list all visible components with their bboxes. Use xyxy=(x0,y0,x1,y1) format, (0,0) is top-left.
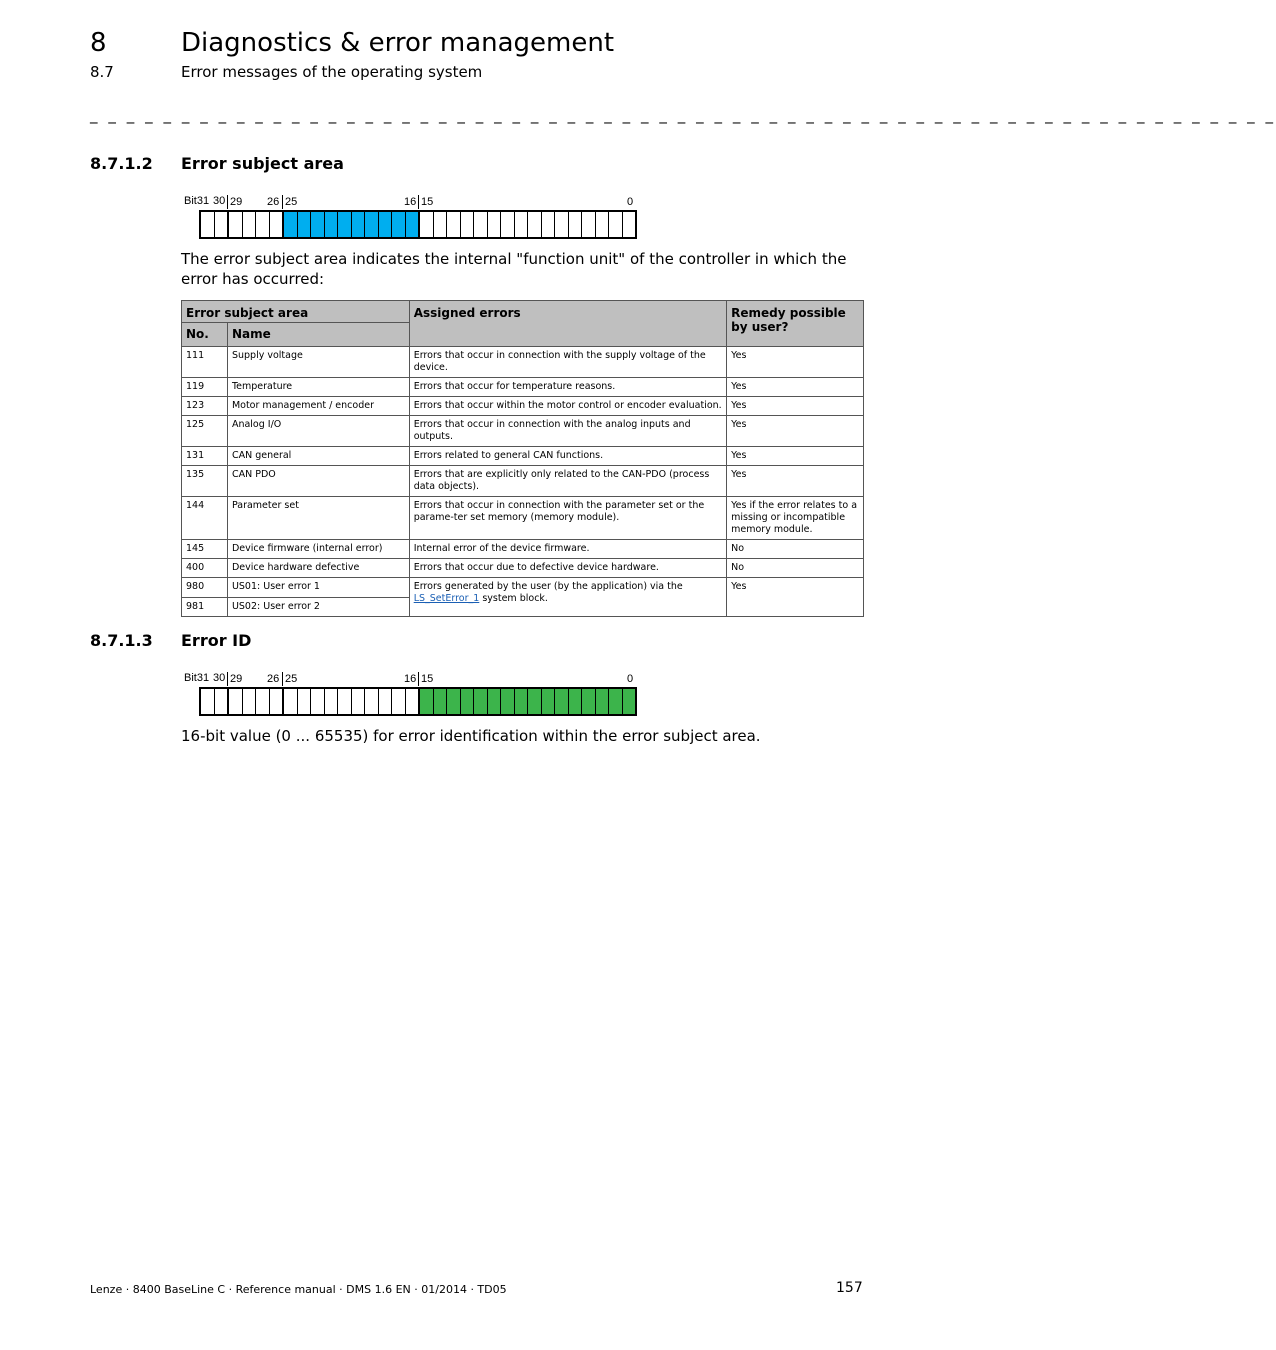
table-row xyxy=(182,559,864,578)
cell-remedy: Yes if the error relates to a missing or incompatible memory module. xyxy=(727,497,864,540)
section-number: 8.7 xyxy=(90,63,114,81)
cell-no: 144 xyxy=(182,497,228,540)
cell-name: Motor management / encoder xyxy=(227,397,409,416)
bit-label-16: 16 xyxy=(404,673,417,685)
table-row xyxy=(182,447,864,466)
bit-label-29: 29 xyxy=(230,196,243,208)
bit-label-26: 26 xyxy=(267,196,280,208)
cell-no: 111 xyxy=(182,347,228,378)
bit-cell xyxy=(227,212,242,237)
bit-cell xyxy=(622,689,636,714)
id-description: 16-bit value (0 ... 65535) for error identification within the error subject area. xyxy=(181,727,761,745)
bit-cell xyxy=(324,689,338,714)
bit-cell xyxy=(541,689,555,714)
bit-cell xyxy=(310,212,324,237)
bit-cell xyxy=(433,212,447,237)
cell-assigned: Errors that occur in connection with the parameter set or the parame-ter set memory (memory module). xyxy=(409,497,726,540)
section-title: Error messages of the operating system xyxy=(181,63,483,81)
bit-cell xyxy=(351,212,365,237)
bit-cell xyxy=(201,689,214,714)
bit-separator xyxy=(282,672,283,686)
bit-cell xyxy=(227,689,242,714)
cell-no: 980 xyxy=(182,578,228,598)
table-row xyxy=(182,378,864,397)
cell-assigned: Errors that occur within the motor control or encoder evaluation. xyxy=(409,397,726,416)
cell-no: 125 xyxy=(182,416,228,447)
bit-cell xyxy=(460,689,474,714)
bit-label-25: 25 xyxy=(285,673,298,685)
subsection-title: Error subject area xyxy=(181,154,344,173)
bit-cell xyxy=(364,212,378,237)
bit-cell xyxy=(242,212,256,237)
cell-no: 400 xyxy=(182,559,228,578)
cell-assigned: Errors that occur for temperature reasons. xyxy=(409,378,726,397)
header-remedy: Remedy possible by user? xyxy=(727,301,864,347)
bit-cell xyxy=(487,212,501,237)
cell-assigned: Errors that occur due to defective device hardware. xyxy=(409,559,726,578)
bit-separator xyxy=(418,195,419,209)
bit-separator xyxy=(227,672,228,686)
chapter-number: 8 xyxy=(90,28,107,58)
bit-diagram-id xyxy=(0,660,954,720)
bit-cell xyxy=(418,212,433,237)
cell-assigned: Errors that occur in connection with the analog inputs and outputs. xyxy=(409,416,726,447)
table-row xyxy=(182,347,864,378)
bit-cell xyxy=(500,689,514,714)
bit-cell xyxy=(554,212,568,237)
bit-cell xyxy=(527,689,541,714)
bit-label-26: 26 xyxy=(267,673,280,685)
bit-cell xyxy=(608,689,622,714)
cell-name: US01: User error 1 xyxy=(227,578,409,598)
subsection-number: 8.7.1.2 xyxy=(90,154,153,173)
cell-assigned: Errors that occur in connection with the supply voltage of the device. xyxy=(409,347,726,378)
bit-cell xyxy=(255,689,269,714)
bit-cell xyxy=(446,689,460,714)
cell-assigned xyxy=(409,578,726,617)
bit-cell xyxy=(364,689,378,714)
bit-cell xyxy=(527,212,541,237)
table-row xyxy=(182,397,864,416)
bit-label-0: 0 xyxy=(627,673,634,685)
bit-label-30: 30 xyxy=(213,672,226,684)
header-divider: _ _ _ _ _ _ _ _ _ _ _ _ _ _ _ _ _ _ _ _ _ _ _ _ _ _ _ _ _ _ _ _ _ _ _ _ _ _ _ _ _ _ _ _ _ _ _ _ _ _ _ _ _ _ _ _ _ _ _ _ _ _ _ _ _ xyxy=(90,106,1276,124)
footer-document-info: Lenze · 8400 BaseLine C · Reference manual · DMS 1.6 EN · 01/2014 · TD05 xyxy=(90,1283,507,1296)
bit-cell xyxy=(214,689,228,714)
bit-cell xyxy=(242,689,256,714)
bit-cell xyxy=(500,212,514,237)
bit-label-29: 29 xyxy=(230,673,243,685)
bit-label-31: Bit31 xyxy=(184,672,210,684)
bit-cell xyxy=(391,212,405,237)
bit-cell xyxy=(581,689,595,714)
cell-name: CAN general xyxy=(227,447,409,466)
cell-name: Analog I/O xyxy=(227,416,409,447)
register-32bit-subject xyxy=(199,210,637,239)
bit-separator xyxy=(282,195,283,209)
bit-cell xyxy=(595,689,609,714)
bit-cell xyxy=(378,212,392,237)
cell-remedy: Yes xyxy=(727,378,864,397)
subsection-number: 8.7.1.3 xyxy=(90,631,153,650)
bit-cell xyxy=(473,689,487,714)
bit-cell xyxy=(255,212,269,237)
bit-cell xyxy=(269,212,283,237)
bit-cell xyxy=(568,689,582,714)
error-subject-table xyxy=(181,300,864,617)
cell-remedy: Yes xyxy=(727,466,864,497)
bit-cell xyxy=(418,689,433,714)
bit-cell xyxy=(460,212,474,237)
cell-name: US02: User error 2 xyxy=(227,597,409,617)
cell-assigned: Errors that are explicitly only related to the CAN-PDO (process data objects). xyxy=(409,466,726,497)
header-error-subject-area: Error subject area xyxy=(182,301,410,323)
bit-cell xyxy=(351,689,365,714)
cell-remedy: Yes xyxy=(727,347,864,378)
cell-name: Supply voltage xyxy=(227,347,409,378)
table-row xyxy=(182,497,864,540)
cell-name: Device hardware defective xyxy=(227,559,409,578)
bit-label-30: 30 xyxy=(213,195,226,207)
cell-assigned: Internal error of the device firmware. xyxy=(409,540,726,559)
cell-no: 119 xyxy=(182,378,228,397)
bit-label-25: 25 xyxy=(285,196,298,208)
bit-cell xyxy=(337,689,351,714)
assigned-suffix: system block. xyxy=(482,593,548,604)
cell-remedy: Yes xyxy=(727,416,864,447)
table-row xyxy=(182,578,864,598)
bit-cell xyxy=(446,212,460,237)
cell-no: 123 xyxy=(182,397,228,416)
cell-remedy: No xyxy=(727,559,864,578)
page-number: 157 xyxy=(836,1280,863,1296)
cell-name: Temperature xyxy=(227,378,409,397)
bit-label-31: Bit31 xyxy=(184,195,210,207)
cell-remedy: No xyxy=(727,540,864,559)
bit-cell xyxy=(214,212,228,237)
bit-cell xyxy=(541,212,555,237)
bit-cell xyxy=(622,212,636,237)
cell-no: 145 xyxy=(182,540,228,559)
cell-remedy: Yes xyxy=(727,447,864,466)
bit-cell xyxy=(405,689,419,714)
bit-label-16: 16 xyxy=(404,196,417,208)
bit-label-0: 0 xyxy=(627,196,634,208)
bit-cell xyxy=(554,689,568,714)
bit-cell xyxy=(337,212,351,237)
table-row xyxy=(182,466,864,497)
register-32bit-id xyxy=(199,687,637,716)
cell-name: Parameter set xyxy=(227,497,409,540)
subsection-title: Error ID xyxy=(181,631,252,650)
bit-cell xyxy=(324,212,338,237)
bit-cell xyxy=(581,212,595,237)
header-no: No. xyxy=(182,323,228,347)
bit-cell xyxy=(433,689,447,714)
bit-cell xyxy=(378,689,392,714)
bit-cell xyxy=(595,212,609,237)
cell-remedy: Yes xyxy=(727,397,864,416)
bit-diagram-subject xyxy=(0,0,1276,250)
bit-label-15: 15 xyxy=(421,196,434,208)
cell-name: CAN PDO xyxy=(227,466,409,497)
table-row xyxy=(182,416,864,447)
cell-remedy: Yes xyxy=(727,578,864,617)
bit-cell xyxy=(608,212,622,237)
subject-description: The error subject area indicates the internal "function unit" of the controller in which the error has occurred: xyxy=(181,250,847,288)
cell-no: 131 xyxy=(182,447,228,466)
header-name: Name xyxy=(227,323,409,347)
bit-cell xyxy=(391,689,405,714)
bit-label-15: 15 xyxy=(421,673,434,685)
assigned-prefix: Errors generated by the user (by the application) via the xyxy=(413,581,683,592)
bit-cell xyxy=(310,689,324,714)
bit-cell xyxy=(282,212,297,237)
bit-cell xyxy=(269,689,283,714)
bit-separator xyxy=(418,672,419,686)
bit-cell xyxy=(487,689,501,714)
header-assigned-errors: Assigned errors xyxy=(409,301,726,347)
bit-cell xyxy=(514,212,528,237)
bit-cell xyxy=(297,689,311,714)
ls-seterror-link[interactable]: LS_SetError_1 xyxy=(413,593,480,604)
bit-separator xyxy=(227,195,228,209)
bit-cell xyxy=(405,212,419,237)
cell-no: 981 xyxy=(182,597,228,617)
chapter-title: Diagnostics & error management xyxy=(181,28,615,58)
bit-cell xyxy=(297,212,311,237)
bit-cell xyxy=(514,689,528,714)
cell-no: 135 xyxy=(182,466,228,497)
bit-cell xyxy=(568,212,582,237)
bit-cell xyxy=(201,212,214,237)
cell-name: Device firmware (internal error) xyxy=(227,540,409,559)
table-row xyxy=(182,540,864,559)
bit-cell xyxy=(473,212,487,237)
bit-cell xyxy=(282,689,297,714)
cell-assigned: Errors related to general CAN functions. xyxy=(409,447,726,466)
